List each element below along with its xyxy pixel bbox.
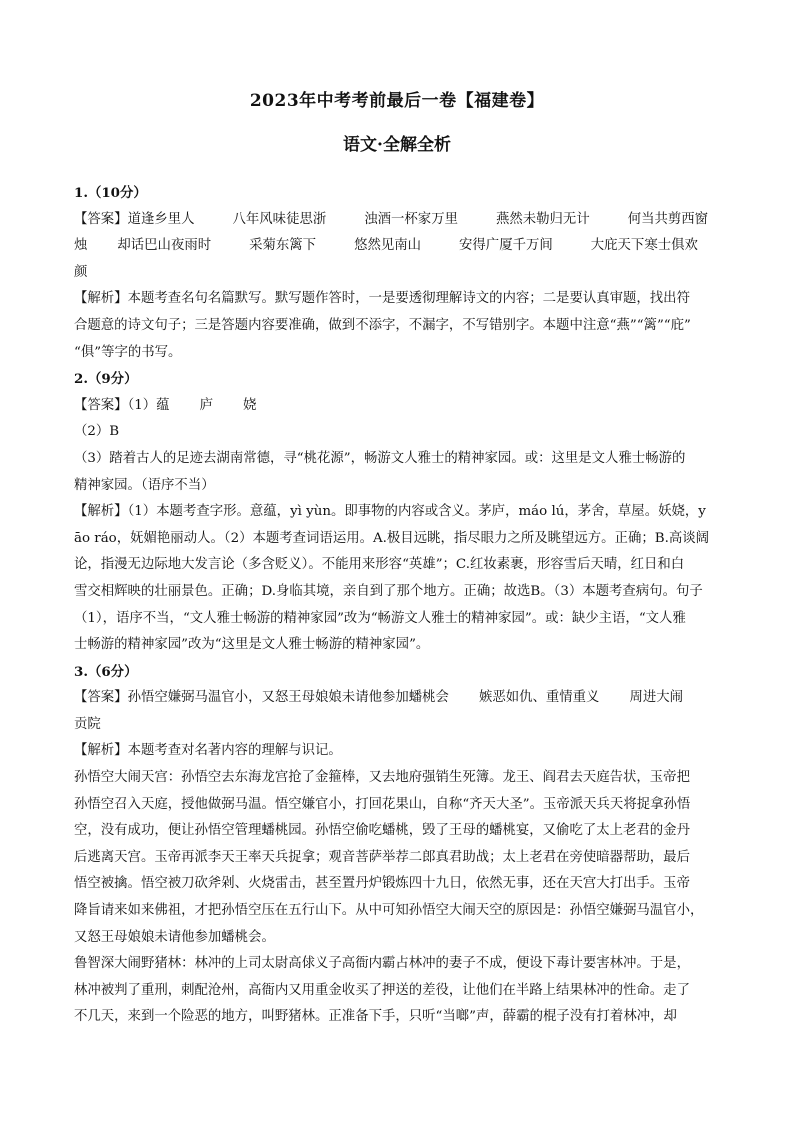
question-3-analysis-line (74, 738, 728, 765)
answer-item: 八年风味徒思浙 (232, 211, 327, 227)
document-body (74, 180, 728, 1031)
answer-item: 娆 (242, 397, 257, 413)
analysis-tag: 【解析】 (74, 743, 128, 759)
body-text: 悟空被擒。悟空被刀砍斧剁、火烧雷击，甚至置丹炉锻炼四十九日，依然无事，还在天宫大打出手。玉帝 (74, 876, 690, 892)
analysis-text: （1）本题考查字形。意蕴，yì yùn。即事物的内容或含义。茅庐，máo lú，茅舍，草屋。妖娆，y (127, 504, 706, 520)
body-text: 又怒王母娘娘未请他参加蟠桃会。 (74, 929, 275, 945)
question-1-analysis-line (74, 286, 728, 313)
answer-item: 大庇天下寒士俱欢 (590, 238, 698, 254)
answer-item: 烛 (74, 238, 88, 254)
answer-item: 周进大闹 (629, 690, 684, 706)
analysis-text: 论，指漫无边际地大发言论（多含贬义）。不能用来形容“英雄”；C.红妆素裹，形容雪后天晴，红日和白 (74, 557, 685, 573)
body-text: 孙悟空大闹天宫：孙悟空去东海龙宫抢了金箍棒，又去地府强销生死簿。龙王、阎君去天庭告状，玉帝把 (74, 770, 690, 786)
answer-item: 庐 (199, 397, 213, 413)
answer-item: 颜 (74, 264, 88, 280)
answer-item: 精神家园。（语序不当） (74, 477, 215, 493)
answer-item: 贡院 (74, 716, 101, 732)
answer-item: （2）B (74, 424, 120, 440)
answer-tag: 【答案】 (74, 397, 128, 413)
answer-tag: 【答案】 (74, 211, 128, 227)
analysis-text: āo ráo，妩媚艳丽动人。（2）本题考查词语运用。A.极目远眺，指尽眼力之所及眺望远方。正确；B.高谈阔 (74, 530, 709, 546)
answer-item: 悠然见南山 (354, 238, 422, 254)
question-2-heading: 2.（9分） (74, 371, 138, 388)
body-text: 后逃离天宫。玉帝再派李天王率天兵捉拿；观音菩萨举荐二郎真君助战；太上老君在旁使暗器帮助，最后 (74, 849, 690, 865)
answer-item: （1）蕴 (127, 397, 170, 413)
body-text: 鲁智深大闹野猪林：林冲的上司太尉高俅义子高衙内霸占林冲的妻子不成，便设下毒计要害林冲。于是， (74, 956, 690, 972)
analysis-text: 士畅游的精神家园”改为“这里是文人雅士畅游的精神家园”。 (74, 637, 430, 653)
body-text: 林冲被判了重刑，刺配沧州，高衙内又用重金收买了押送的差役，让他们在半路上结果林冲的性命。走了 (74, 982, 690, 998)
answer-item: 嫉恶如仇、重情重义 (478, 690, 600, 706)
page-subtitle: 语文·全解全析 (343, 135, 451, 155)
answer-item: 燕然未勒归无计 (495, 211, 590, 227)
analysis-text: 雪交相辉映的壮丽景色。正确；D.身临其境，亲自到了那个地方。正确；故选B。（3）本题考查病句。句子 (74, 583, 703, 599)
body-text: 不几天，来到一个险恶的地方，叫野猪林。正准备下手，只听“当啷”声，薛霸的棍子没有打着林冲，却 (74, 1009, 677, 1025)
analysis-text: （1），语序不当，“文人雅士畅游的精神家园”改为“畅游文人雅士的精神家园”。或：缺少主语，“文人雅 (74, 610, 686, 626)
answer-item: 孙悟空嫌弼马温官小，又怒王母娘娘未请他参加蟠桃会 (127, 690, 449, 706)
analysis-text: 本题考查名句名篇默写。默写题作答时，一是要透彻理解诗文的内容；二是要认真审题，找出符 (127, 291, 690, 307)
question-1-answer-line-1 (74, 207, 728, 234)
question-1-answer-line-2 (74, 233, 728, 260)
question-2-analysis-line (74, 499, 728, 526)
body-text: 降旨请来如来佛祖，才把孙悟空压在五行山下。从中可知孙悟空大闹天空的原因是：孙悟空嫌弼马温官小， (74, 903, 704, 919)
question-3-answer-line-1 (74, 685, 728, 712)
answer-item: （3）踏着古人的足迹去湖南常德，寻“桃花源”，畅游文人雅士的精神家园。或：这里是文人雅士畅游的 (74, 450, 686, 466)
analysis-text: 本题考查对名著内容的理解与识记。 (127, 743, 342, 759)
page-title: 2023年中考考前最后一卷【福建卷】 (249, 91, 545, 111)
answer-item: 却话巴山夜雨时 (117, 238, 212, 254)
analysis-text: 合题意的诗文句子；三是答题内容要准确，做到不添字，不漏字，不写错别字。本题中注意“燕”“篱”“庇” (74, 317, 691, 333)
answer-item: 安得广厦千万间 (459, 238, 553, 254)
body-text: 孙悟空召入天庭，授他做弼马温。悟空嫌官小，打回花果山，自称“齐天大圣”。玉帝派天兵天将捉拿孙悟 (74, 796, 691, 812)
question-3-heading: 3.（6分） (74, 663, 138, 680)
answer-item: 浊酒一杯家万里 (364, 211, 458, 227)
question-1-heading: 1.（10分） (74, 185, 147, 201)
analysis-text: “俱”等字的书写。 (74, 344, 182, 360)
answer-tag: 【答案】 (74, 690, 128, 706)
analysis-tag: 【解析】 (74, 291, 128, 307)
question-2-answer-line-1 (74, 393, 728, 420)
answer-item: 何当共剪西窗 (627, 211, 709, 227)
answer-item: 采菊东篱下 (249, 238, 317, 254)
body-text: 空，没有成功，便让孙悟空管理蟠桃园。孙悟空偷吃蟠桃，毁了王母的蟠桃宴，又偷吃了太上老君的金丹 (74, 823, 690, 839)
analysis-tag: 【解析】 (74, 504, 128, 520)
answer-item: 道逢乡里人 (127, 211, 195, 227)
